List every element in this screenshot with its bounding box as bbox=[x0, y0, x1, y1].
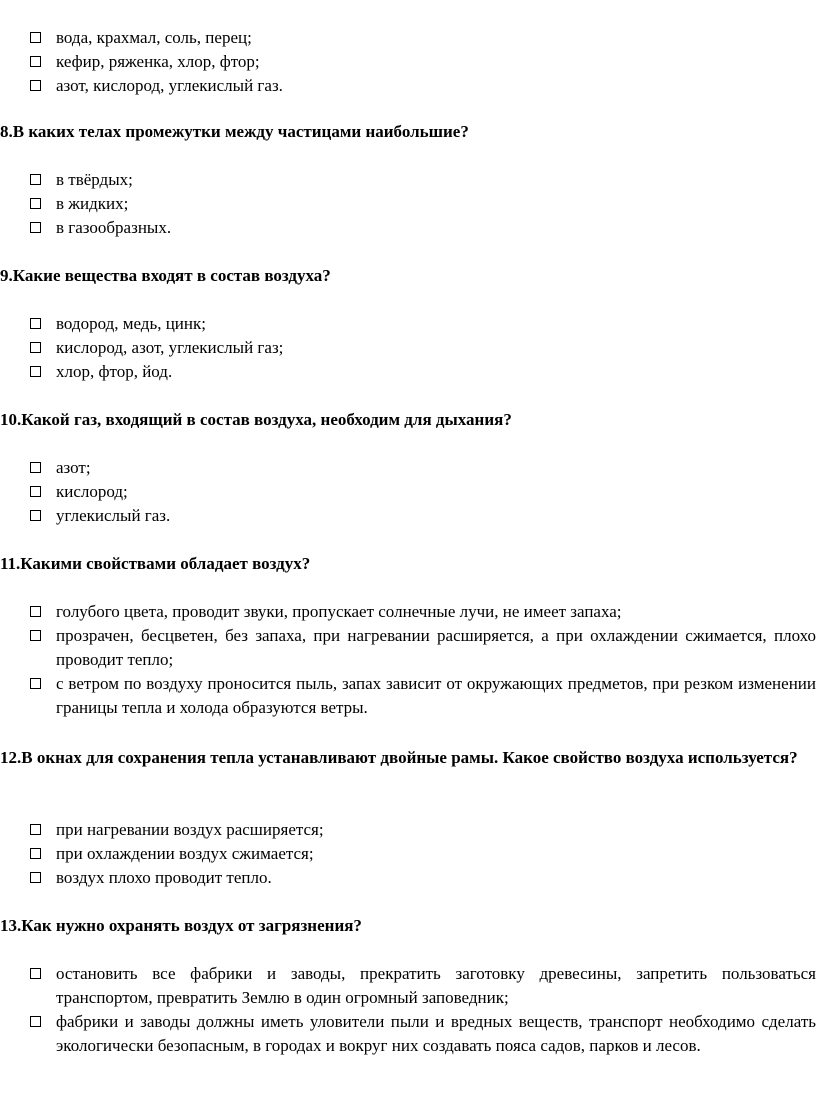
option-text: с ветром по воздуху проносится пыль, запах зависит от окружающих предметов, при резком изменении границы тепла и холода образуются ветры. bbox=[56, 674, 816, 717]
checkbox-icon[interactable] bbox=[30, 32, 41, 43]
list-item bbox=[30, 168, 816, 192]
checkbox-icon[interactable] bbox=[30, 872, 41, 883]
option-text: азот, кислород, углекислый газ. bbox=[56, 76, 283, 95]
checkbox-icon[interactable] bbox=[30, 222, 41, 233]
option-text: кислород, азот, углекислый газ; bbox=[56, 338, 284, 357]
list-item bbox=[30, 74, 816, 98]
option-text: хлор, фтор, йод. bbox=[56, 362, 173, 381]
list-item bbox=[30, 192, 816, 216]
option-text: в газообразных. bbox=[56, 218, 172, 237]
checkbox-icon[interactable] bbox=[30, 56, 41, 67]
option-text: прозрачен, бесцветен, без запаха, при нагревании расширяется, а при охлаждении сжимается, плохо проводит тепло; bbox=[56, 626, 816, 669]
list-item bbox=[30, 456, 816, 480]
checkbox-icon[interactable] bbox=[30, 630, 41, 641]
list-item bbox=[30, 600, 816, 624]
checkbox-icon[interactable] bbox=[30, 486, 41, 497]
checkbox-icon[interactable] bbox=[30, 318, 41, 329]
option-text: азот; bbox=[56, 458, 91, 477]
list-item bbox=[30, 672, 816, 720]
list-item bbox=[30, 312, 816, 336]
option-text: воздух плохо проводит тепло. bbox=[56, 868, 272, 887]
checkbox-icon[interactable] bbox=[30, 510, 41, 521]
option-text: в твёрдых; bbox=[56, 170, 133, 189]
question-11-title: 11.Какими свойствами обладает воздух? bbox=[0, 554, 311, 573]
list-item bbox=[30, 336, 816, 360]
option-text: кефир, ряженка, хлор, фтор; bbox=[56, 52, 260, 71]
checkbox-icon[interactable] bbox=[30, 366, 41, 377]
checkbox-icon[interactable] bbox=[30, 678, 41, 689]
question-12-options bbox=[30, 818, 816, 890]
checkbox-icon[interactable] bbox=[30, 462, 41, 473]
option-text: углекислый газ. bbox=[56, 506, 171, 525]
question-12-title: 12.В окнах для сохранения тепла устанавливают двойные рамы. Какое свойство воздуха используется? bbox=[0, 748, 798, 767]
option-text: кислород; bbox=[56, 482, 128, 501]
question-13-title: 13.Как нужно охранять воздух от загрязнения? bbox=[0, 916, 362, 935]
checkbox-icon[interactable] bbox=[30, 80, 41, 91]
checkbox-icon[interactable] bbox=[30, 824, 41, 835]
option-text: голубого цвета, проводит звуки, пропускает солнечные лучи, не имеет запаха; bbox=[56, 602, 622, 621]
top-options-list bbox=[30, 26, 816, 98]
option-text: остановить все фабрики и заводы, прекратить заготовку древесины, запретить пользоваться транспортом, превратить Землю в один огромный заповедник; bbox=[56, 964, 816, 1007]
option-text: фабрики и заводы должны иметь уловители пыли и вредных веществ, транспорт необходимо сделать экологически безопасным, в городах и вокруг них создавать пояса садов, парков и лесов. bbox=[56, 1012, 816, 1055]
list-item bbox=[30, 360, 816, 384]
list-item bbox=[30, 504, 816, 528]
list-item bbox=[30, 1010, 816, 1058]
list-item bbox=[30, 216, 816, 240]
checkbox-icon[interactable] bbox=[30, 198, 41, 209]
list-item bbox=[30, 480, 816, 504]
list-item bbox=[30, 818, 816, 842]
list-item bbox=[30, 842, 816, 866]
option-text: вода, крахмал, соль, перец; bbox=[56, 28, 252, 47]
checkbox-icon[interactable] bbox=[30, 174, 41, 185]
question-9-options bbox=[30, 312, 816, 384]
list-item bbox=[30, 50, 816, 74]
list-item bbox=[30, 962, 816, 1010]
question-10-title: 10.Какой газ, входящий в состав воздуха, необходим для дыхания? bbox=[0, 410, 512, 429]
list-item bbox=[30, 624, 816, 672]
checkbox-icon[interactable] bbox=[30, 606, 41, 617]
question-10-options bbox=[30, 456, 816, 528]
question-13-options bbox=[30, 962, 816, 1058]
checkbox-icon[interactable] bbox=[30, 968, 41, 979]
checkbox-icon[interactable] bbox=[30, 848, 41, 859]
option-text: водород, медь, цинк; bbox=[56, 314, 206, 333]
list-item bbox=[30, 26, 816, 50]
list-item bbox=[30, 866, 816, 890]
question-8-title: 8.В каких телах промежутки между частицами наибольшие? bbox=[0, 122, 469, 141]
checkbox-icon[interactable] bbox=[30, 1016, 41, 1027]
option-text: при нагревании воздух расширяется; bbox=[56, 820, 324, 839]
question-8-options bbox=[30, 168, 816, 240]
question-11-options bbox=[30, 600, 816, 720]
checkbox-icon[interactable] bbox=[30, 342, 41, 353]
question-9-title: 9.Какие вещества входят в состав воздуха? bbox=[0, 266, 331, 285]
option-text: в жидких; bbox=[56, 194, 129, 213]
option-text: при охлаждении воздух сжимается; bbox=[56, 844, 314, 863]
